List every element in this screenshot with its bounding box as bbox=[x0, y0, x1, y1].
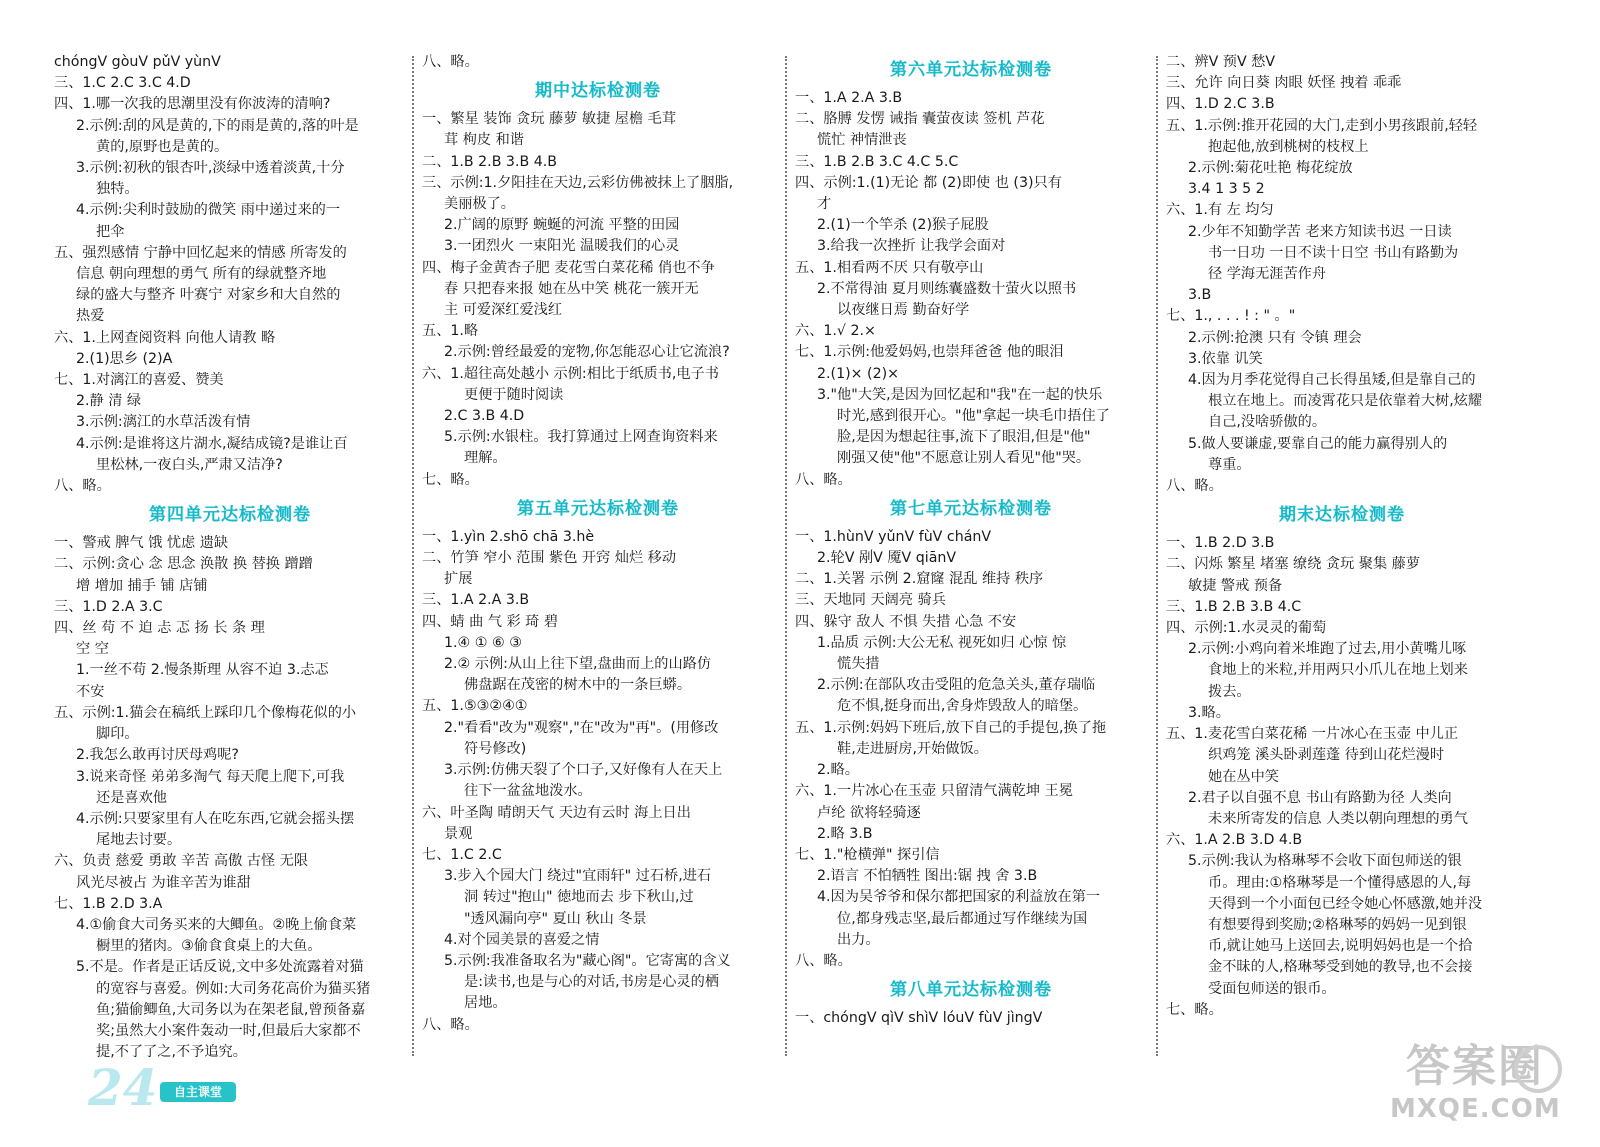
answer-line: 书一日功 一日不读十日空 书山有路勤为 bbox=[1208, 244, 1459, 261]
answer-line: 六、1.一片冰心在玉壶 只留清气满乾坤 王冕 bbox=[795, 783, 1073, 800]
answer-line: 五、示例:1.猫会在稿纸上踩印几个像梅花似的小 bbox=[54, 704, 357, 721]
answer-line: 时光,感到很开心。"他"拿起一块毛巾捂住了 bbox=[837, 408, 1110, 425]
answer-line: 的宽容与喜爱。例如:大司务花高价为猫买猪 bbox=[96, 980, 371, 997]
answer-line: 鱼;猫偷鲫鱼,大司务以为在架老鼠,曾预备嘉 bbox=[96, 1001, 366, 1018]
answer-line: 四、示例:1.水灵灵的葡萄 bbox=[1166, 620, 1327, 637]
answer-line: 危不惧,挺身而出,舍身炸毁敌人的暗堡。 bbox=[837, 698, 1088, 715]
column-1 bbox=[54, 52, 406, 1062]
answer-line: 2.广阔的原野 蜿蜒的河流 平整的田园 bbox=[444, 217, 680, 234]
answer-line: 一、繁星 装饰 贪玩 藤萝 敏捷 屋檐 毛茸 bbox=[422, 111, 677, 128]
answer-line: 六、1.√ 2.× bbox=[795, 323, 876, 340]
answer-line: 七、1.B 2.D 3.A bbox=[54, 895, 163, 912]
answer-line: 3.步入个园大门 绕过"宜雨轩" 过石桥,进石 bbox=[444, 868, 712, 885]
answer-line: 七、1., . . . ! : " 。" bbox=[1166, 308, 1296, 325]
answer-line: 3.说来奇怪 弟弟多淘气 每天爬上爬下,可我 bbox=[76, 768, 345, 785]
answer-line: 4.对个园美景的喜爱之情 bbox=[444, 931, 600, 948]
answer-line: 三、1.B 2.B 3.B 4.C bbox=[1166, 598, 1302, 615]
answer-line: 四、1.D 2.C 3.B bbox=[1166, 96, 1275, 113]
answer-line: 根立在地上。而凌霄花只是依靠着大树,炫耀 bbox=[1208, 393, 1483, 410]
answer-line: 4.因为吴爷爷和保尔都把国家的利益放在第一 bbox=[817, 889, 1101, 906]
answer-line: 二、闪烁 繁星 堵塞 缭绕 贪玩 聚集 藤萝 bbox=[1166, 556, 1421, 573]
watermark-circle-icon bbox=[1514, 1045, 1562, 1093]
answer-line: 四、1.哪一次我的思潮里没有你波涛的清响? bbox=[54, 96, 331, 113]
answer-line: 抱起他,放到桃树的枝杈上 bbox=[1208, 138, 1369, 155]
column-divider bbox=[412, 56, 414, 1056]
answer-line: 2.轮V 剐V 魇V qiānV bbox=[817, 550, 957, 567]
answer-line: 4.因为月季花觉得自己长得虽矮,但是靠自己的 bbox=[1188, 372, 1476, 389]
answer-line: "透风漏向亭" 夏山 秋山 冬景 bbox=[464, 910, 647, 927]
answer-line: 刚强又使"他"不愿意让别人看见"他"哭。 bbox=[837, 450, 1091, 467]
answer-line: 3.依靠 讥笑 bbox=[1188, 350, 1263, 367]
answer-line: 织鸡笼 溪头卧剥莲蓬 待到山花烂漫时 bbox=[1208, 747, 1445, 764]
answer-line: 2.示例:菊花吐艳 梅花绽放 bbox=[1188, 160, 1353, 177]
answer-line: 一、1.A 2.A 3.B bbox=[795, 90, 903, 106]
answer-line: 5.做人要谦虚,要靠自己的能力赢得别人的 bbox=[1188, 435, 1448, 452]
answer-line: 三、1.C 2.C 3.C 4.D bbox=[54, 75, 191, 92]
answer-line: 4.示例:只要家里有人在吃东西,它就会摇头摆 bbox=[76, 810, 355, 827]
watermark-logo bbox=[1390, 1041, 1560, 1133]
answer-line: 居地。 bbox=[464, 995, 507, 1012]
section-heading: 期中达标检测卷 bbox=[535, 81, 661, 102]
answer-line: 空 空 bbox=[76, 641, 109, 658]
answer-line: 2.略 3.B bbox=[817, 825, 873, 842]
answer-line: 3."他"大笑,是因为回忆起和"我"在一起的快乐 bbox=[817, 386, 1103, 403]
answer-line: 四、蜻 曲 气 彩 琦 碧 bbox=[422, 613, 559, 630]
answer-line: 有想要得到奖励;②格琳琴的妈妈一见到银 bbox=[1208, 916, 1467, 933]
answer-line: 扩展 bbox=[444, 571, 473, 588]
answer-line: 春 只把春来报 她在丛中笑 桃花一簇开无 bbox=[444, 280, 699, 297]
answer-line: 理解。 bbox=[464, 450, 507, 467]
answer-line: 2.示例:曾经最爱的宠物,你怎能忍心让它流浪? bbox=[444, 344, 730, 361]
answer-line: 2.示例:在部队攻击受阻的危急关头,董存瑞临 bbox=[817, 677, 1096, 694]
answer-line: 2.君子以自强不息 书山有路勤为径 人类向 bbox=[1188, 789, 1452, 806]
answer-line: 鞋,走进厨房,开始做饭。 bbox=[837, 740, 988, 757]
answer-line: 她在丛中笑 bbox=[1208, 768, 1279, 785]
answer-line: 1.④ ① ⑥ ③ bbox=[444, 634, 522, 651]
answer-line: 尾地去讨要。 bbox=[96, 832, 182, 849]
watermark-url: MXQE.COM bbox=[1390, 1094, 1561, 1124]
answer-line: 5.不是。作者是正话反说,文中多处流露着对猫 bbox=[76, 959, 364, 976]
answer-line: 主 可爱深红爱浅红 bbox=[444, 302, 563, 319]
section-heading: 第六单元达标检测卷 bbox=[890, 60, 1052, 80]
answer-line: 2.少年不知勤学苦 老来方知读书迟 一日读 bbox=[1188, 223, 1452, 240]
answer-line: 3.一团烈火 一束阳光 温暖我们的心灵 bbox=[444, 238, 680, 255]
answer-line: 未来所寄发的信息 人类以朝向理想的勇气 bbox=[1208, 810, 1468, 827]
watermark-text: 答案圈 bbox=[1406, 1041, 1544, 1092]
answer-line: 橱里的猪肉。③偷食食桌上的大鱼。 bbox=[96, 938, 322, 955]
answer-line: 二、1.关署 示例 2.窟窿 混乱 维持 秩序 bbox=[795, 571, 1044, 588]
answer-line: 四、梅子金黄杏子肥 麦花雪白菜花稀 俏也不争 bbox=[422, 259, 715, 276]
answer-line: 三、允许 向日葵 肉眼 妖怪 拽着 乖乖 bbox=[1166, 75, 1402, 92]
answer-line: 六、叶圣陶 晴朗天气 天边有云时 海上日出 bbox=[422, 804, 691, 821]
answer-line: 增 增加 捕手 铺 店铺 bbox=[76, 577, 208, 594]
answer-line: 茸 枸皮 和谐 bbox=[444, 132, 524, 149]
answer-line: 金不昧的人,格琳琴受到她的教导,也不会接 bbox=[1208, 959, 1473, 976]
answer-line: 八、略。 bbox=[54, 478, 111, 495]
answer-line: 三、1.B 2.B 3.C 4.C 5.C bbox=[795, 153, 959, 170]
answer-line: 黄的,原野也是黄的。 bbox=[96, 138, 229, 155]
answer-line: 五、强烈感情 宁静中回忆起来的情感 所寄发的 bbox=[54, 244, 347, 261]
answer-line: 五、1.麦花雪白菜花稀 一片冰心在玉壶 中儿正 bbox=[1166, 726, 1459, 743]
answer-line: 2."看看"改为"观察","在"改为"再"。(用修改 bbox=[444, 719, 719, 736]
answer-line: 景观 bbox=[444, 825, 473, 842]
answer-line: 3.4 1 3 5 2 bbox=[1188, 181, 1265, 198]
answer-line: 二、辨V 预V 愁V bbox=[1166, 54, 1276, 70]
page-number: 24 bbox=[88, 1058, 158, 1117]
answer-line: 里松林,一夜白头,严肃又洁净? bbox=[96, 456, 283, 473]
answer-line: 七、1.示例:他爱妈妈,也崇拜爸爸 他的眼泪 bbox=[795, 344, 1064, 361]
answer-line: 更便于随时阅读 bbox=[464, 386, 564, 403]
answer-line: 出力。 bbox=[837, 931, 880, 948]
answer-line: 食地上的米粒,并用两只小爪儿在地上划来 bbox=[1208, 662, 1468, 679]
answer-line: 一、警戒 脾气 饿 忧虑 遗缺 bbox=[54, 535, 229, 552]
answer-line: 五、1.示例:妈妈下班后,放下自己的手提包,换了拖 bbox=[795, 719, 1107, 736]
column-divider bbox=[785, 56, 787, 1056]
section-heading: 第五单元达标检测卷 bbox=[517, 498, 679, 519]
answer-line: 三、天地同 天阔亮 骑兵 bbox=[795, 592, 946, 609]
answer-line: 受面包师送的银币。 bbox=[1208, 980, 1336, 997]
answer-line: 慌失措 bbox=[837, 656, 880, 673]
answer-line: 3.示例:初秋的银杏叶,淡绿中透着淡黄,十分 bbox=[76, 160, 345, 177]
answer-line: 2.(1)思乡 (2)A bbox=[76, 350, 173, 367]
answer-line: 不安 bbox=[76, 683, 105, 700]
answer-line: 3.示例:漓江的水草活泼有情 bbox=[76, 414, 251, 431]
answer-line: 拨去。 bbox=[1208, 683, 1251, 700]
answer-line: 五、1.⑤③②④① bbox=[422, 698, 528, 715]
answer-line: 风光尽被占 为谁辛苦为谁甜 bbox=[76, 874, 251, 891]
answer-line: 一、1.yìn 2.shō chā 3.hè bbox=[422, 528, 595, 545]
answer-line: 七、1.对漓江的喜爱、赞美 bbox=[54, 372, 224, 389]
answer-line: 六、1.上网查阅资料 向他人请教 略 bbox=[54, 329, 276, 346]
answer-line: chóngV gòuV pǔV yùnV bbox=[54, 54, 221, 70]
answer-line: 五、1.相看两不厌 只有敬亭山 bbox=[795, 259, 984, 276]
answer-line: 4.①偷食大司务买来的大鲫鱼。②晚上偷食菜 bbox=[76, 916, 357, 933]
answer-line: 符号修改) bbox=[464, 740, 527, 757]
answer-line: 八、略。 bbox=[422, 54, 479, 70]
answer-line: 七、略。 bbox=[422, 471, 479, 488]
answer-line: 提,不了了之,不予追究。 bbox=[96, 1044, 247, 1061]
answer-line: 4.示例:是谁将这片湖水,凝结成镜?是谁让百 bbox=[76, 435, 348, 452]
answer-line: 位,都身残志坚,最后都通过写作继续为国 bbox=[837, 910, 1088, 927]
section-heading: 第八单元达标检测卷 bbox=[890, 980, 1052, 1001]
answer-line: 是:读书,也是与心的对话,书房是心灵的栖 bbox=[464, 974, 719, 991]
answer-line: 二、竹笋 窄小 范围 紫色 开窍 灿烂 移动 bbox=[422, 550, 677, 567]
answer-line: 三、示例:1.夕阳挂在天边,云彩仿佛被抹上了胭脂, bbox=[422, 174, 734, 191]
section-heading: 第七单元达标检测卷 bbox=[890, 498, 1052, 519]
answer-line: 七、略。 bbox=[1166, 1001, 1223, 1018]
answer-line: 七、1.C 2.C bbox=[422, 846, 502, 863]
answer-line: 四、丝 苟 不 迫 忐 忑 扬 长 条 理 bbox=[54, 620, 265, 637]
answer-line: 2.(1)一个竿杀 (2)猴子屁股 bbox=[817, 217, 989, 234]
answer-line: 尊重。 bbox=[1208, 456, 1251, 473]
answer-line: 八、略。 bbox=[422, 1016, 479, 1033]
column-3 bbox=[795, 52, 1147, 1062]
answer-line: 八、略。 bbox=[795, 952, 852, 969]
answer-line: 四、示例:1.(1)无论 都 (2)即使 也 (3)只有 bbox=[795, 174, 1062, 191]
answer-line: 径 学海无涯苦作舟 bbox=[1208, 266, 1327, 283]
answer-line: 三、1.D 2.A 3.C bbox=[54, 598, 163, 615]
answer-line: 信息 朝向理想的勇气 所有的绿就整齐地 bbox=[76, 266, 327, 283]
answer-line: 三、1.A 2.A 3.B bbox=[422, 592, 530, 609]
answer-line: 四、躲守 敌人 不惧 失措 心急 不安 bbox=[795, 613, 1017, 630]
answer-line: 3.略。 bbox=[1188, 704, 1230, 721]
answer-line: 热爱 bbox=[76, 308, 105, 325]
answer-line: 3.B bbox=[1188, 287, 1212, 304]
answer-line: 2.略。 bbox=[817, 762, 859, 779]
series-badge: 自主课堂 bbox=[160, 1082, 236, 1102]
answer-line: 自己,没啥骄傲的。 bbox=[1208, 414, 1327, 431]
answer-line: 六、1.A 2.B 3.D 4.B bbox=[1166, 832, 1303, 849]
answer-line: 七、1."枪横弹" 探引信 bbox=[795, 846, 940, 863]
answer-line: 洞 转过"抱山" 徳地而去 步下秋山,过 bbox=[464, 889, 694, 906]
answer-line: 2.(1)× (2)× bbox=[817, 365, 900, 382]
answer-line: 一、1.hùnV yǔnV fùV chánV bbox=[795, 528, 992, 545]
answer-line: 5.示例:水银柱。我打算通过上网查询资料来 bbox=[444, 429, 718, 446]
answer-line: 3.示例:仿佛天裂了个口子,又好像有人在天上 bbox=[444, 762, 723, 779]
answer-line: 二、1.B 2.B 3.B 4.B bbox=[422, 153, 557, 170]
answer-line: 奖;虽然大小案件轰动一时,但最后大家都不 bbox=[96, 1022, 361, 1039]
section-heading: 第四单元达标检测卷 bbox=[149, 505, 311, 526]
answer-line: 独特。 bbox=[96, 181, 139, 198]
section-heading: 期末达标检测卷 bbox=[1279, 505, 1405, 526]
answer-line: 2.C 3.B 4.D bbox=[444, 408, 525, 425]
answer-line: 3.给我一次挫折 让我学会面对 bbox=[817, 238, 1006, 255]
answer-line: 4.示例:尖利时鼓励的微笑 雨中递过来的一 bbox=[76, 202, 341, 219]
column-2 bbox=[422, 52, 774, 1062]
answer-line: 2.我怎么敢再讨厌母鸡呢? bbox=[76, 747, 239, 764]
answer-line: 还是喜欢他 bbox=[96, 789, 167, 806]
answer-line: 二、胳膊 发愣 诫指 囊萤夜读 签机 芦花 bbox=[795, 111, 1045, 128]
answer-line: 二、示例:贪心 念 思念 涣散 换 替换 蹭蹭 bbox=[54, 556, 313, 573]
answer-line: 天得到一个小面包已经令她心怀感激,她并没 bbox=[1208, 895, 1483, 912]
column-divider bbox=[1156, 56, 1158, 1056]
answer-line: 2.不常得油 夏月则练囊盛数十萤火以照书 bbox=[817, 280, 1077, 297]
answer-line: 5.示例:我准备取名为"藏心阁"。它寄寓的含义 bbox=[444, 952, 731, 969]
answer-line: 把伞 bbox=[96, 223, 125, 240]
answer-line: 绿的盛大与整齐 叶赛宁 对家乡和大自然的 bbox=[76, 287, 341, 304]
answer-line: 5.示例:我认为格琳琴不会收下面包师送的银 bbox=[1188, 853, 1462, 870]
answer-line: 脸,是因为想起往事,流下了眼泪,但是"他" bbox=[837, 429, 1091, 446]
answer-line: 2.静 清 绿 bbox=[76, 393, 142, 410]
answer-line: 往下一盆盆地泼水。 bbox=[464, 783, 592, 800]
answer-line: 1.品质 示例:大公无私 视死如归 心惊 惊 bbox=[817, 634, 1067, 651]
answer-line: 卢纶 欲将轻骑逐 bbox=[817, 804, 921, 821]
answer-line: 六、1.有 左 均匀 bbox=[1166, 202, 1274, 219]
column-4 bbox=[1166, 52, 1518, 1062]
answer-line: 敏捷 警戒 预备 bbox=[1188, 577, 1283, 594]
answer-line: 2.示例:刮的风是黄的,下的雨是黄的,落的叶是 bbox=[76, 117, 359, 134]
answer-line: 五、1.示例:推开花园的大门,走到小男孩跟前,轻轻 bbox=[1166, 117, 1478, 134]
answer-line: 佛盘踞在茂密的树木中的一条巨蟒。 bbox=[464, 677, 692, 694]
answer-line: 脚印。 bbox=[96, 726, 139, 743]
answer-line: 五、1.略 bbox=[422, 323, 479, 340]
answer-line: 以夜继日焉 勤奋好学 bbox=[837, 302, 970, 319]
answer-line: 六、1.超往高处越小 示例:相比于纸质书,电子书 bbox=[422, 365, 719, 382]
answer-line: 2.示例:抢澳 只有 令镇 理会 bbox=[1188, 329, 1362, 346]
answer-line: 慌忙 神情泄丧 bbox=[817, 132, 907, 149]
answer-line: 一、1.B 2.D 3.B bbox=[1166, 535, 1275, 552]
answer-line: 六、负责 慈爱 勇敢 辛苦 高傲 古怪 无限 bbox=[54, 853, 309, 870]
answer-line: 2.② 示例:从山上往下望,盘曲而上的山路仿 bbox=[444, 656, 712, 673]
answer-line: 八、略。 bbox=[795, 471, 852, 488]
answer-line: 八、略。 bbox=[1166, 478, 1223, 495]
answer-line: 美丽极了。 bbox=[444, 196, 515, 213]
answer-line: 币。理由:①格琳琴是一个懂得感恩的人,每 bbox=[1208, 874, 1472, 891]
answer-line: 2.语言 不怕牺牲 图出:锯 拽 舍 3.B bbox=[817, 868, 1038, 885]
answer-line: 一、chóngV qìV shìV lóuV fùV jìngV bbox=[795, 1010, 1043, 1027]
answer-line: 1.一丝不苟 2.慢条斯理 从容不迫 3.忐忑 bbox=[76, 662, 329, 679]
answer-line: 币,就让她马上送回去,说明妈妈也是一个拾 bbox=[1208, 938, 1473, 955]
answer-line: 才 bbox=[817, 196, 832, 213]
answer-line: 2.示例:小鸡向着米堆跑了过去,用小黄嘴儿啄 bbox=[1188, 641, 1467, 658]
